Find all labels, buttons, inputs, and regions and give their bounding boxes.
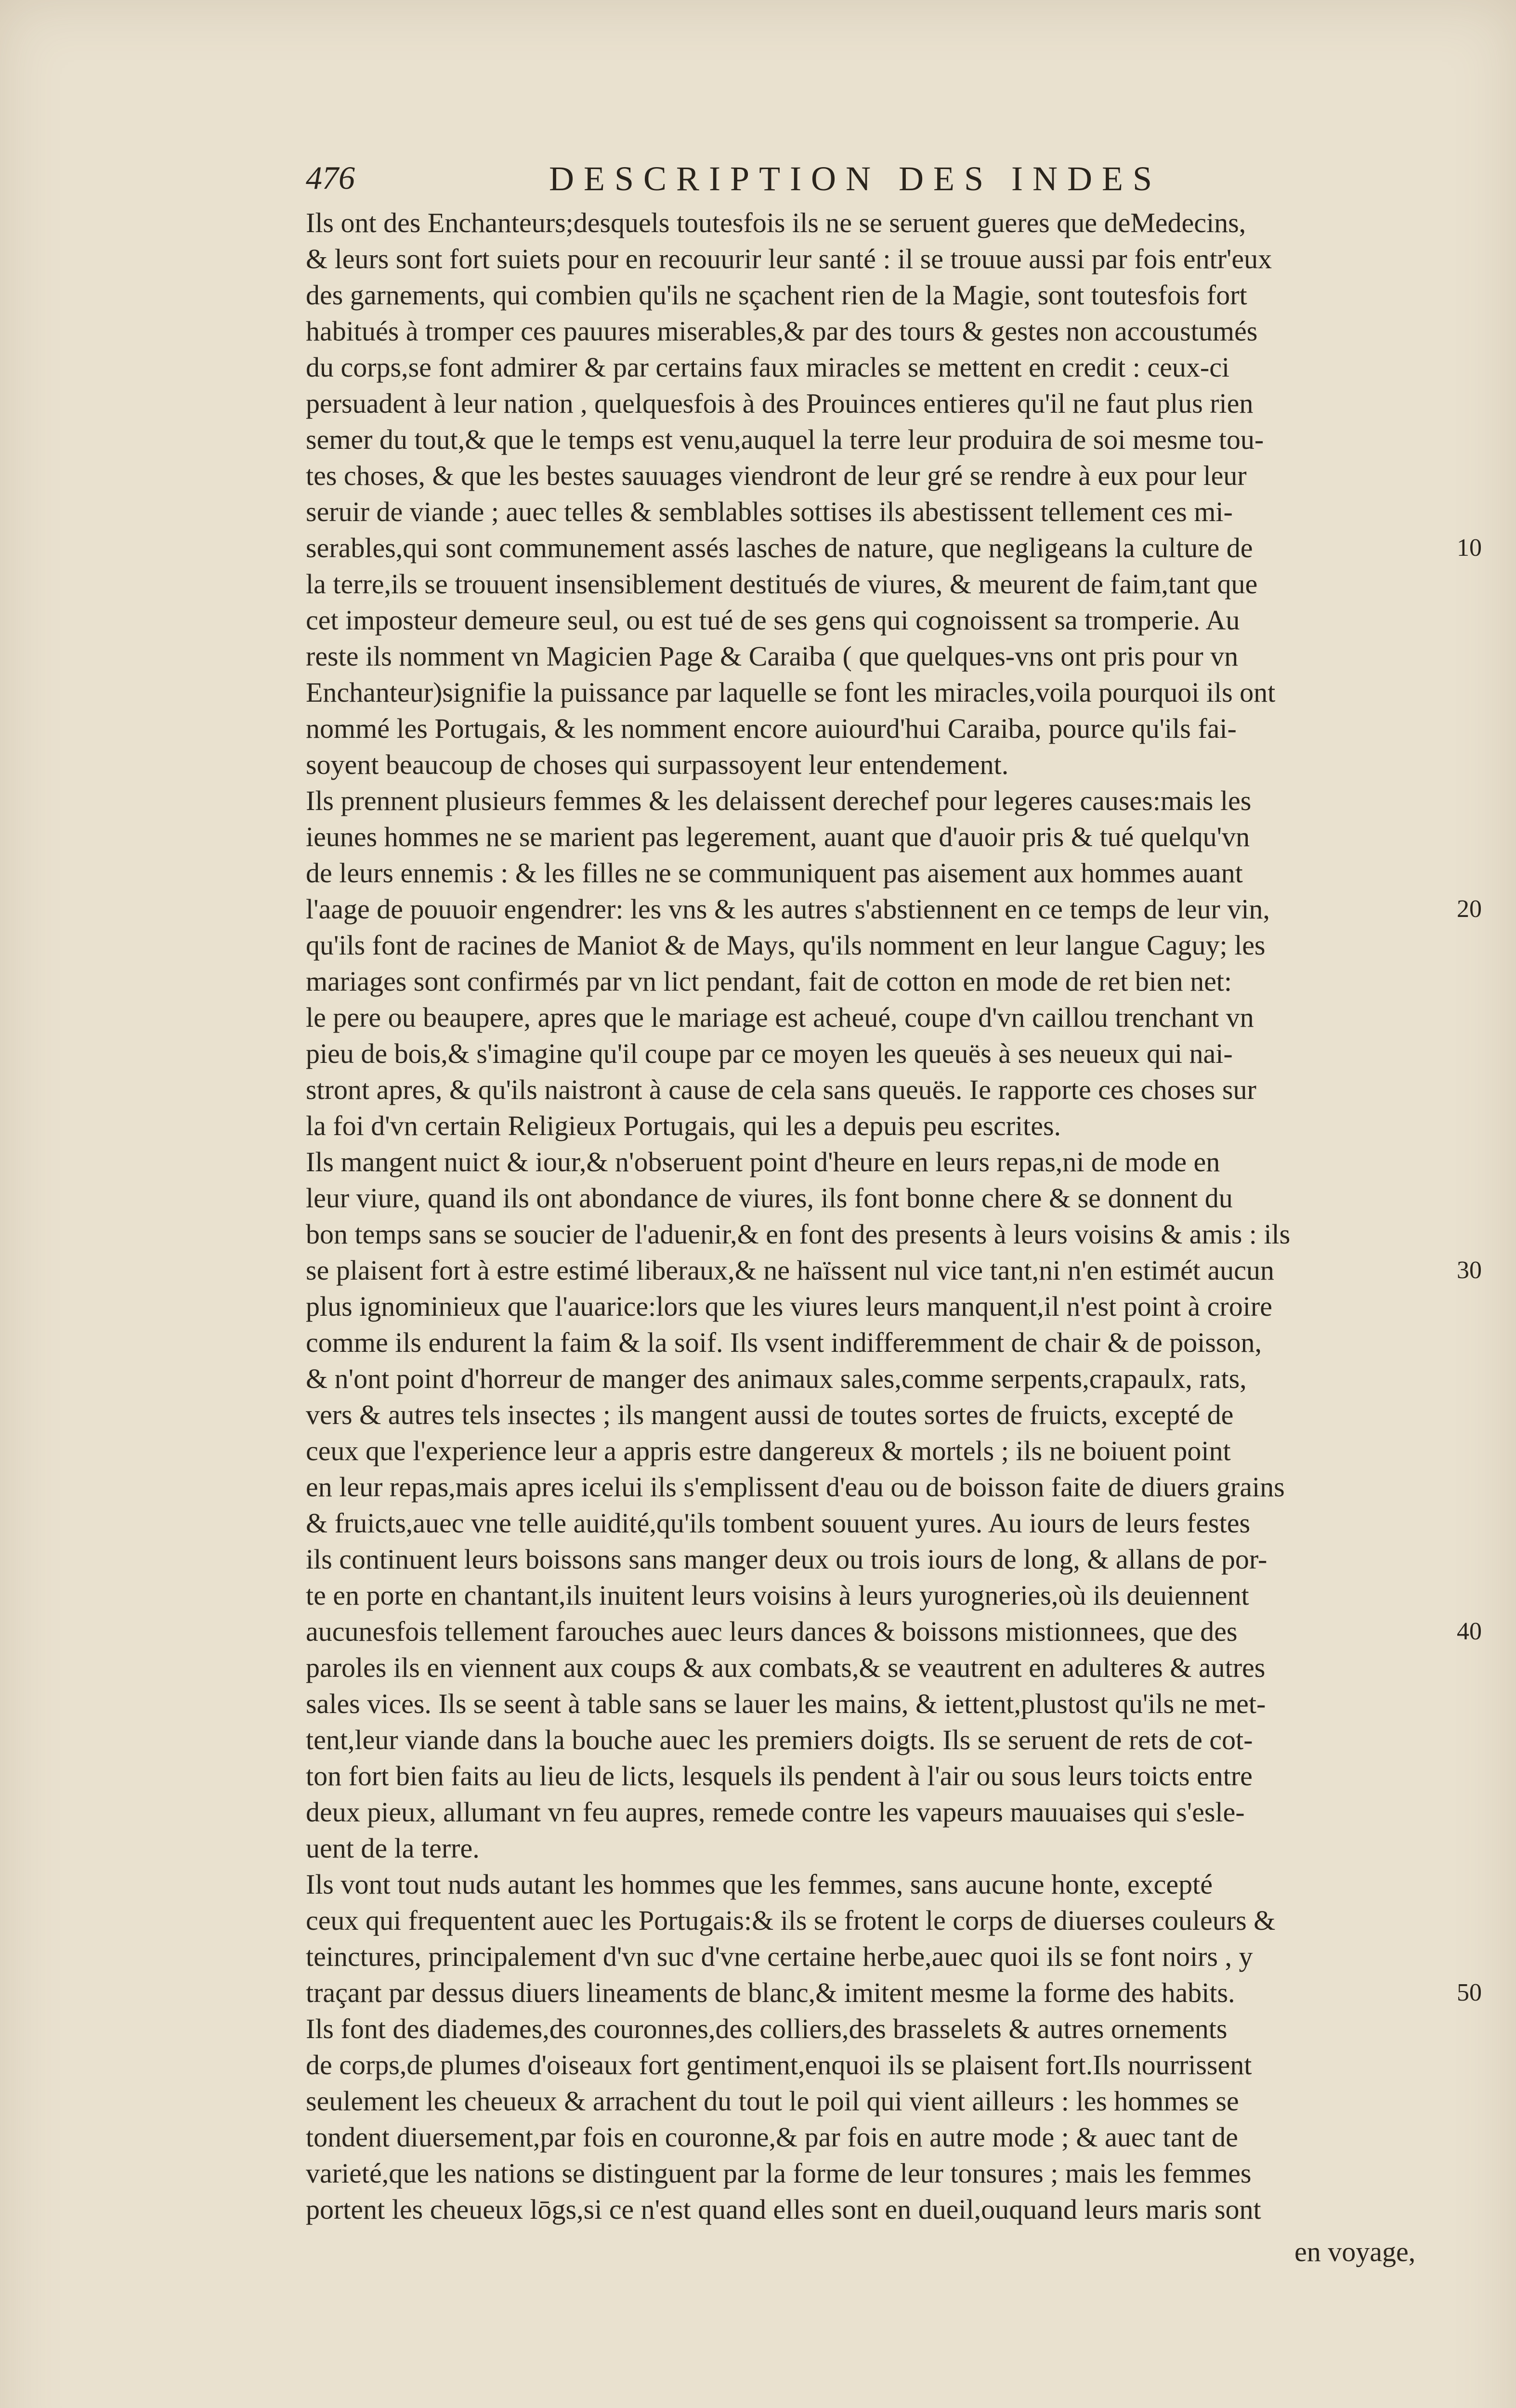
line-text: ieunes hommes ne se marient pas legerement, auant que d'auoir pris & tué quelqu'vn — [306, 821, 1250, 852]
text-line — [306, 1288, 1447, 1324]
text-line — [306, 783, 1447, 819]
line-text: tondent diuersement,par fois en couronne,& par fois en autre mode ; & auec tant de — [306, 2121, 1238, 2153]
line-text: ceux que l'experience leur a appris estre dangereux & mortels ; ils ne boiuent point — [306, 1435, 1231, 1466]
text-body — [306, 205, 1482, 2227]
line-text: la terre,ils se trouuent insensiblement destitués de viures, & meurent de faim,tant que — [306, 568, 1258, 600]
line-text: deux pieux, allumant vn feu aupres, remede contre les vapeurs mauuaises qui s'esle- — [306, 1796, 1245, 1828]
line-text: traçant par dessus diuers lineaments de blanc,& imitent mesme la forme des habits. — [306, 1977, 1235, 2008]
line-text: te en porte en chantant,ils inuitent leurs voisins à leurs yurogneries,où ils deuiennent — [306, 1580, 1249, 1611]
text-line — [306, 1216, 1447, 1252]
text-line — [306, 1938, 1447, 1975]
line-text: qu'ils font de racines de Maniot & de Mays, qu'ils nomment en leur langue Caguy; les — [306, 929, 1266, 961]
line-text: Ils vont tout nuds autant les hommes que les femmes, sans aucune honte, excepté — [306, 1869, 1213, 1900]
line-text: ton fort bien faits au lieu de licts, lesquels ils pendent à l'air ou sous leurs toicts entre — [306, 1760, 1253, 1792]
text-line — [306, 241, 1447, 277]
line-text: soyent beaucoup de choses qui surpassoyent leur entendement. — [306, 749, 1009, 780]
text-line — [306, 2119, 1447, 2155]
line-text: le pere ou beaupere, apres que le mariage est acheué, coupe d'vn caillou trenchant vn — [306, 1002, 1254, 1033]
text-line — [306, 602, 1447, 638]
text-line — [306, 1722, 1447, 1758]
line-text: & leurs sont fort suiets pour en recouurir leur santé : il se trouue aussi par fois entr'eux — [306, 243, 1272, 275]
line-text: plus ignominieux que l'auarice:lors que les viures leurs manquent,il n'est point à croire — [306, 1291, 1272, 1322]
line-text: tes choses, & que les bestes sauuages viendront de leur gré se rendre à eux pour leur — [306, 460, 1247, 491]
line-text: Ils mangent nuict & iour,& n'obseruent point d'heure en leurs repas,ni de mode en — [306, 1146, 1220, 1178]
text-line — [306, 819, 1447, 855]
text-line — [306, 385, 1447, 421]
line-text: teinctures, principalement d'vn suc d'vne certaine herbe,auec quoi ils se font noirs , y — [306, 1941, 1253, 1972]
text-line — [306, 1108, 1447, 1144]
text-line — [306, 1541, 1447, 1577]
text-line — [306, 1180, 1447, 1216]
catchword: en voyage, — [1294, 2236, 1416, 2267]
text-line — [306, 1975, 1482, 2011]
running-head: DESCRIPTION DES INDES — [549, 159, 1162, 198]
text-line — [306, 1830, 1447, 1866]
text-line — [306, 494, 1447, 530]
page-header — [306, 159, 1230, 212]
text-line — [306, 349, 1447, 385]
text-line — [306, 1072, 1447, 1108]
line-number: 10 — [1457, 534, 1482, 562]
line-text: nommé les Portugais, & les nomment encore auiourd'hui Caraiba, pource qu'ils fai- — [306, 713, 1237, 744]
text-line — [306, 421, 1447, 458]
line-text: persuadent à leur nation , quelquesfois à des Prouinces entieres qu'il ne faut plus rien — [306, 388, 1254, 419]
line-text: & n'ont point d'horreur de manger des animaux sales,comme serpents,crapaulx, rats, — [306, 1363, 1247, 1394]
text-line — [306, 1252, 1482, 1288]
text-line — [306, 1686, 1447, 1722]
text-line — [306, 1613, 1482, 1649]
text-line — [306, 277, 1447, 313]
line-text: uent de la terre. — [306, 1832, 480, 1864]
text-line — [306, 855, 1447, 891]
line-text: varieté,que les nations se distinguent par la forme de leur tonsures ; mais les femmes — [306, 2158, 1252, 2189]
text-line — [306, 1505, 1447, 1541]
text-line — [306, 313, 1447, 349]
text-line — [306, 927, 1447, 963]
line-text: leur viure, quand ils ont abondance de viures, ils font bonne chere & se donnent du — [306, 1182, 1233, 1214]
line-text: stront apres, & qu'ils naistront à cause de cela sans queuës. Ie rapporte ces choses sur — [306, 1074, 1256, 1105]
line-text: ils continuent leurs boissons sans manger deux ou trois iours de long, & allans de por- — [306, 1544, 1268, 1575]
text-line — [306, 1758, 1447, 1794]
line-text: Enchanteur)signifie la puissance par laquelle se font les miracles,voila pourquoi ils ont — [306, 677, 1276, 708]
line-text: cet imposteur demeure seul, ou est tué de ses gens qui cognoissent sa tromperie. Au — [306, 604, 1240, 636]
line-text: paroles ils en viennent aux coups & aux combats,& se veautrent en adulteres & autres — [306, 1652, 1266, 1683]
line-text: comme ils endurent la faim & la soif. Ils vsent indifferemment de chair & de poisson, — [306, 1327, 1262, 1358]
line-text: la foi d'vn certain Religieux Portugais, qui les a depuis peu escrites. — [306, 1110, 1061, 1141]
line-text: Ils font des diademes,des couronnes,des colliers,des brasselets & autres ornements — [306, 2013, 1228, 2044]
line-text: mariages sont confirmés par vn lict pendant, fait de cotton en mode de ret bien net: — [306, 966, 1232, 997]
line-number: 30 — [1457, 1256, 1482, 1284]
line-text: des garnements, qui combien qu'ils ne sçachent rien de la Magie, sont toutesfois fort — [306, 279, 1247, 311]
text-line — [306, 746, 1447, 783]
text-line — [306, 1469, 1447, 1505]
line-text: Ils ont des Enchanteurs;desquels toutesfois ils ne se seruent gueres que deMedecins, — [306, 207, 1246, 238]
line-text: du corps,se font admirer & par certains faux miracles se mettent en credit : ceux-ci — [306, 352, 1230, 383]
line-text: sales vices. Ils se seent à table sans se lauer les mains, & iettent,plustost qu'ils ne met- — [306, 1688, 1266, 1719]
text-line — [306, 1577, 1447, 1613]
text-line — [306, 1324, 1447, 1361]
text-line — [306, 1794, 1447, 1830]
line-text: reste ils nomment vn Magicien Page & Caraiba ( que quelques-vns ont pris pour vn — [306, 641, 1239, 672]
text-line — [306, 2083, 1447, 2119]
text-line — [306, 205, 1447, 241]
line-text: seulement les cheueux & arrachent du tout le poil qui vient ailleurs : les hommes se — [306, 2085, 1239, 2117]
text-line — [306, 891, 1482, 927]
line-text: pieu de bois,& s'imagine qu'il coupe par ce moyen les queuës à ses neueux qui nai- — [306, 1038, 1233, 1069]
line-text: de corps,de plumes d'oiseaux fort gentiment,enquoi ils se plaisent fort.Ils nourrissent — [306, 2049, 1252, 2081]
text-line — [306, 963, 1447, 999]
text-line — [306, 710, 1447, 746]
line-text: Ils prennent plusieurs femmes & les delaissent derechef pour legeres causes:mais les — [306, 785, 1252, 816]
text-line — [306, 1035, 1447, 1072]
line-text: ceux qui frequentent auec les Portugais:& ils se frotent le corps de diuerses couleurs & — [306, 1905, 1276, 1936]
line-text: de leurs ennemis : & les filles ne se communiquent pas aisement aux hommes auant — [306, 857, 1243, 889]
text-line — [306, 674, 1447, 710]
text-line — [306, 2011, 1447, 2047]
line-number: 40 — [1457, 1618, 1482, 1645]
text-line — [306, 566, 1447, 602]
line-text: seruir de viande ; auec telles & semblables sottises ils abestissent tellement ces mi- — [306, 496, 1233, 527]
text-line — [306, 1361, 1447, 1397]
line-text: semer du tout,& que le temps est venu,auquel la terre leur produira de soi mesme tou- — [306, 424, 1264, 455]
text-line — [306, 1433, 1447, 1469]
line-number: 20 — [1457, 895, 1482, 923]
line-text: se plaisent fort à estre estimé liberaux,& ne haïssent nul vice tant,ni n'en estimét aucun — [306, 1255, 1274, 1286]
line-text: l'aage de pouuoir engendrer: les vns & les autres s'abstiennent en ce temps de leur vin, — [306, 893, 1270, 925]
text-line — [306, 1902, 1447, 1938]
text-line — [306, 1397, 1447, 1433]
text-line — [306, 1144, 1447, 1180]
text-line — [306, 2191, 1447, 2227]
line-text: vers & autres tels insectes ; ils mangent aussi de toutes sortes de fruicts, excepté de — [306, 1399, 1234, 1430]
line-number: 50 — [1457, 1979, 1482, 2006]
line-text: portent les cheueux lōgs,si ce n'est quand elles sont en dueil,ouquand leurs maris sont — [306, 2194, 1261, 2225]
line-text: aucunesfois tellement farouches auec leurs dances & boissons mistionnees, que des — [306, 1616, 1238, 1647]
line-text: habitués à tromper ces pauures miserables,& par des tours & gestes non accoustumés — [306, 315, 1258, 347]
page-number: 476 — [306, 159, 355, 196]
text-line — [306, 458, 1447, 494]
line-text: tent,leur viande dans la bouche auec les premiers doigts. Ils se seruent de rets de cot- — [306, 1724, 1253, 1755]
line-text: en leur repas,mais apres icelui ils s'emplissent d'eau ou de boisson faite de diuers grains — [306, 1471, 1285, 1503]
text-line — [306, 638, 1447, 674]
text-line — [306, 999, 1447, 1035]
text-line — [306, 530, 1482, 566]
text-line — [306, 1866, 1447, 1902]
line-text: & fruicts,auec vne telle auidité,qu'ils tombent souuent yures. Au iours de leurs festes — [306, 1507, 1251, 1539]
line-text: serables,qui sont communement assés lasches de nature, que negligeans la culture de — [306, 532, 1253, 563]
text-line — [306, 1649, 1447, 1686]
text-line — [306, 2155, 1447, 2191]
text-line — [306, 2047, 1447, 2083]
line-text: bon temps sans se soucier de l'aduenir,& en font des presents à leurs voisins & amis : ils — [306, 1218, 1291, 1250]
